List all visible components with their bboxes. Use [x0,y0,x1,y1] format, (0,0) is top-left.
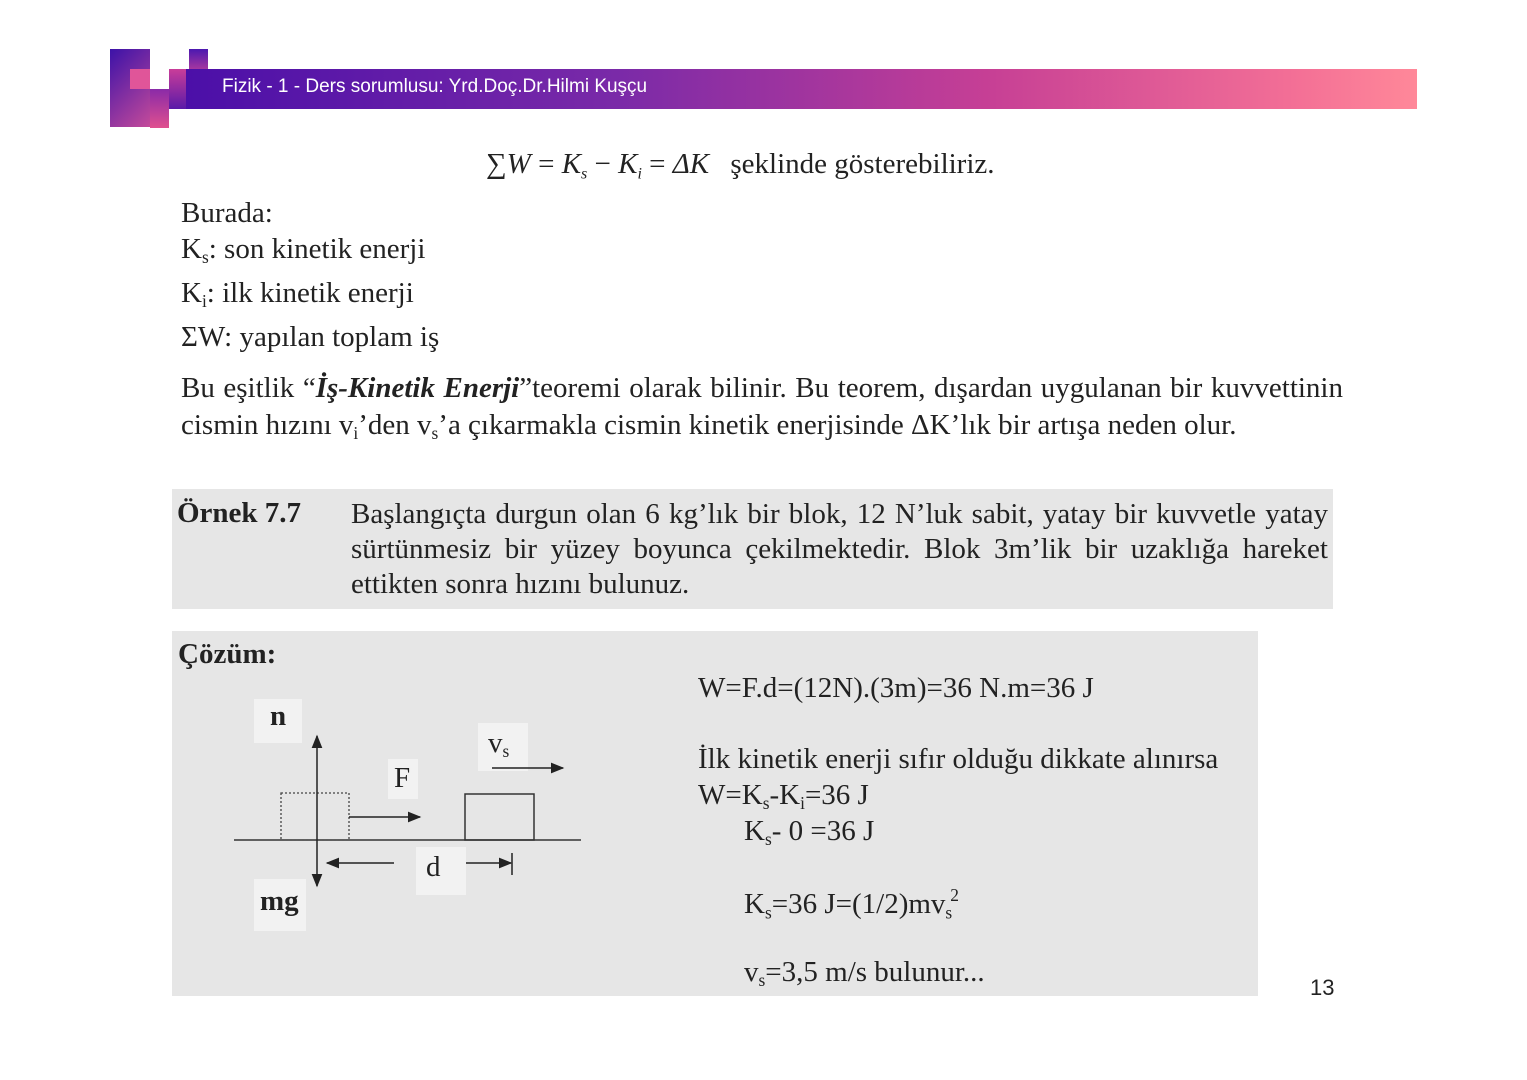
solution-line-result [744,956,985,991]
equation-text: şeklinde gösterebiliriz. [730,148,995,180]
definition-ki [181,275,439,319]
def-sub-i: i [201,291,207,312]
sup-2: 2 [950,885,959,905]
final-block [465,794,534,840]
w-prefix: W= [698,779,742,811]
definitions [181,195,439,355]
definition-w: ΣW: yapılan toplam iş [181,321,440,354]
eq-sigma-w: ∑W [486,148,531,180]
sub-i: i [800,793,805,814]
eq-k: K [618,148,638,180]
header-deco-square [130,69,150,89]
eq-equals: = [649,148,666,180]
label-bg [416,847,466,895]
para-sub-s: s [431,423,439,444]
para-sub-i: i [353,423,359,444]
k-letter: K [741,779,763,811]
solution-box [172,631,1258,996]
free-body-diagram [172,631,632,996]
line-mid: =36 J=(1/2)mv [771,888,946,921]
def-k: K [181,233,202,265]
def-ks-text: : son kinetik enerji [208,233,426,265]
v-sub-s: s [502,741,510,762]
v-letter: v [488,727,503,759]
solution-line-work: W=F.d=(12N).(3m)=36 N.m=36 J [698,672,1094,704]
diagram-label-mg: mg [260,885,299,917]
diagram-label-n: n [270,700,287,732]
eq-minus: − [594,148,611,180]
theorem-name: İş-Kinetik Enerji [315,372,520,404]
diagram-label-f: F [394,762,411,794]
eq-equals: = [538,148,555,180]
sub-s: s [762,793,770,814]
solution-label: Çözüm: [178,638,277,670]
k-letter: K [779,779,801,811]
definition-ks [181,231,439,275]
def-k: K [181,277,202,310]
example-label: Örnek 7.7 [177,497,302,529]
v-letter: v [744,956,759,988]
theorem-paragraph [181,370,1343,452]
initial-block [281,793,349,840]
sub-s: s [764,902,772,923]
example-text: Başlangıçta durgun olan 6 kg’lık bir blok, 12 N’luk sabit, yatay bir kuvvetle yatay sürtünmesiz bir yüzey boyunca çekilmektedir. Blok 3m’lik bir uzaklığa hareket ettikten sonra hızını bulunuz. [351,498,1328,600]
work-energy-equation [486,148,995,184]
line-end: =3,5 m/s bulunur... [765,956,985,988]
diagram-label-d: d [426,851,441,883]
k-letter: K [744,815,765,847]
sub-s: s [764,829,772,850]
line-end: - 0 =36 J [771,815,875,847]
def-sub-s: s [201,247,209,268]
sub-s: s [758,970,766,991]
solution-line-note: İlk kinetik enerji sıfır olduğu dikkate alınırsa [698,743,1219,775]
solution-line-ks-zero [744,815,874,850]
minus: - [769,779,780,811]
header-deco-square [150,89,169,128]
definitions-intro: Burada: [181,197,273,229]
para-part: ’den v [358,409,432,441]
line-end: =36 J [804,779,869,811]
para-part: ”teoremi olarak bilinir. Bu teorem, dışardan uygulanan bir kuvvettinin cismin hızını v [181,372,1343,441]
para-part: Bu eşitlik “ [181,372,316,404]
example-box [172,489,1333,609]
solution-line-ks-formula [744,885,959,923]
eq-delta-k: ΔK [672,148,710,180]
para-part: ’a çıkarmakla cismin kinetik enerjisinde ΔK’lık bir artışa neden olur. [438,409,1237,441]
eq-k: K [561,148,582,180]
equation-math [486,148,716,183]
diagram-label-vs [488,727,509,762]
k-letter: K [744,888,765,921]
eq-sub-i: i [637,165,642,183]
page-number: 13 [1310,975,1335,1000]
eq-sub-s: s [581,165,588,183]
def-ki-text: : ilk kinetik enerji [206,277,414,310]
header-title: Fizik - 1 - Ders sorumlusu: Yrd.Doç.Dr.Hilmi Kuşçu [222,76,648,97]
sub-s: s [945,902,953,923]
solution-line-w-k [698,779,869,814]
